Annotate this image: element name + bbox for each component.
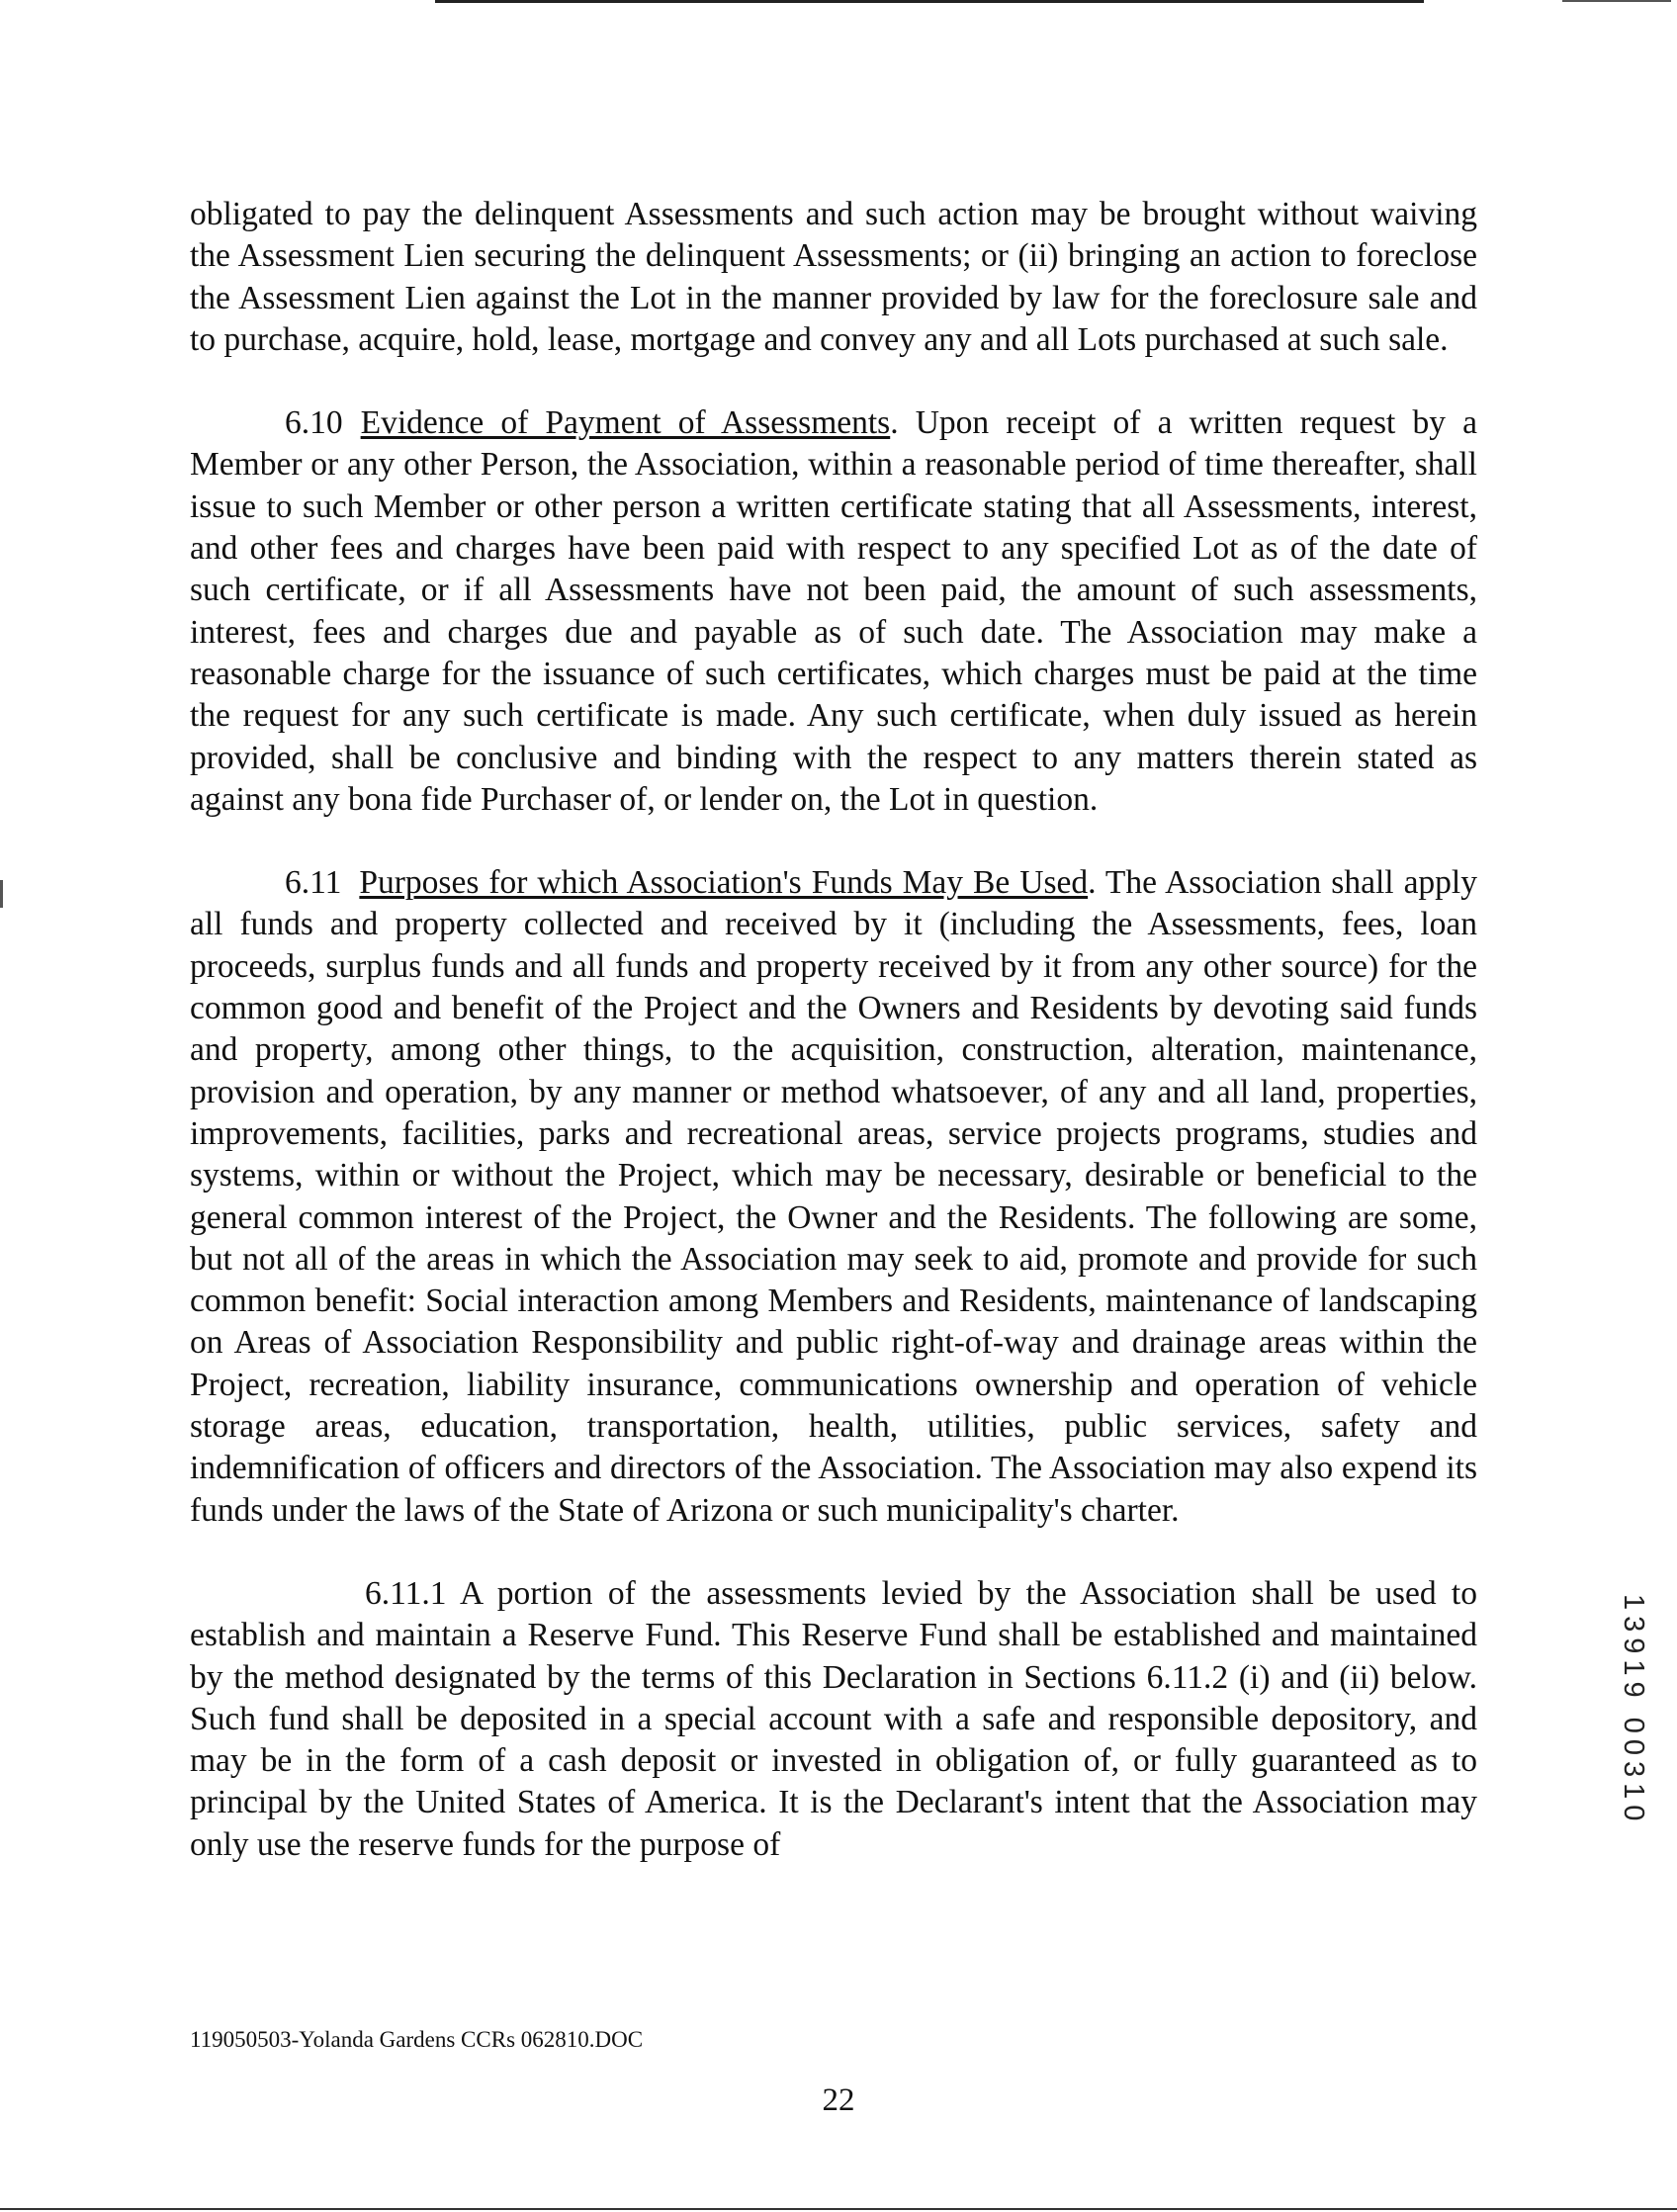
scan-edge-top [435,0,1424,3]
continued-paragraph: obligated to pay the delinquent Assessments and such action may be brought without waiving the Assessment Lien securing the delinquent Assessments; or (ii) bringing an action to foreclose the Assessment Lien against the Lot in the manner provided by law for the foreclosure sale and to purchase, acquire, hold, lease, mortgage and convey any and all Lots purchased at such sale. [190,196,1477,358]
recording-stamp-number: 13919 00310 [1618,1594,1649,1827]
section-6-10-title: Evidence of Payment of Assessments [360,404,891,442]
section-6-11-title: Purposes for which Association's Funds May Be Used [359,864,1089,902]
section-6-11-body: . The Association shall apply all funds and property collected and received by it (including the Assessments, fees, loan proceeds, surplus funds and all funds and property received by it from any other source) for the common good and benefit of the Project and the Owners and Residents by devoting said funds and property, among other things, to the acquisition, construction, alteration, maintenance, provision and operation, by any manner or method whatsoever, of any and all land, properties, improvements, facilities, parks and recreational areas, service projects programs, studies and systems, within or without the Project, which may be necessary, desirable or beneficial to the general common interest of the Project, the Owner and the Residents. The following are some, but not all of the areas in which the Association may seek to aid, promote and provide for such common benefit: Social interaction among Members and Residents, maintenance of landscaping on Areas of Association Responsibility and public right-of-way and drainage areas within the Project, recreation, liability insurance, communications ownership and operation of vehicle storage areas, education, transportation, health, utilities, public services, safety and indemnification of officers and directors of the Association. The Association may also expend its funds under the laws of the State of Arizona or such municipality's charter. [190,864,1477,1529]
section-6-11-1: 6.11.1 A portion of the assessments levied by the Association shall be used to establish and maintain a Reserve Fund. This Reserve Fund shall be established and maintained by the method designated by the terms of this Declaration in Sections 6.11.2 (i) and (ii) below. Such fund shall be deposited in a special account with a safe and responsible depository, and may be in the form of a cash deposit or invested in obligation of, or fully guaranteed as to principal by the United States of America. It is the Declarant's intent that the Association may only use the reserve funds for the purpose of [190,1574,1477,1863]
document-body [190,194,1477,1866]
scan-edge-bottom [0,2208,1677,2210]
footer-filename: 119050503-Yolanda Gardens CCRs 062810.DOC [190,2027,644,2052]
scan-edge-top-right [1562,0,1671,2]
section-6-10 [190,402,1477,821]
section-6-10-body: . Upon receipt of a written request by a Member or any other Person, the Association, within a reasonable period of time thereafter, shall issue to such Member or other person a written certificate stating that all Assessments, interest, and other fees and charges have been paid with respect to any specified Lot as of the date of such certificate, or if all Assessments have not been paid, the amount of such assessments, interest, fees and charges due and payable as of such date. The Association may make a reasonable charge for the issuance of such certificates, which charges must be paid at the time the request for any such certificate is made. Any such certificate, when duly issued as herein provided, shall be conclusive and binding with the respect to any matters therein stated as against any bona fide Purchaser of, or lender on, the Lot in question. [190,404,1477,818]
scan-edge-mark-left [0,880,3,908]
section-6-10-number: 6.10 [285,404,343,442]
section-6-11-number: 6.11 [285,864,342,902]
page-number: 22 [822,2082,855,2118]
section-6-11 [190,862,1477,1532]
